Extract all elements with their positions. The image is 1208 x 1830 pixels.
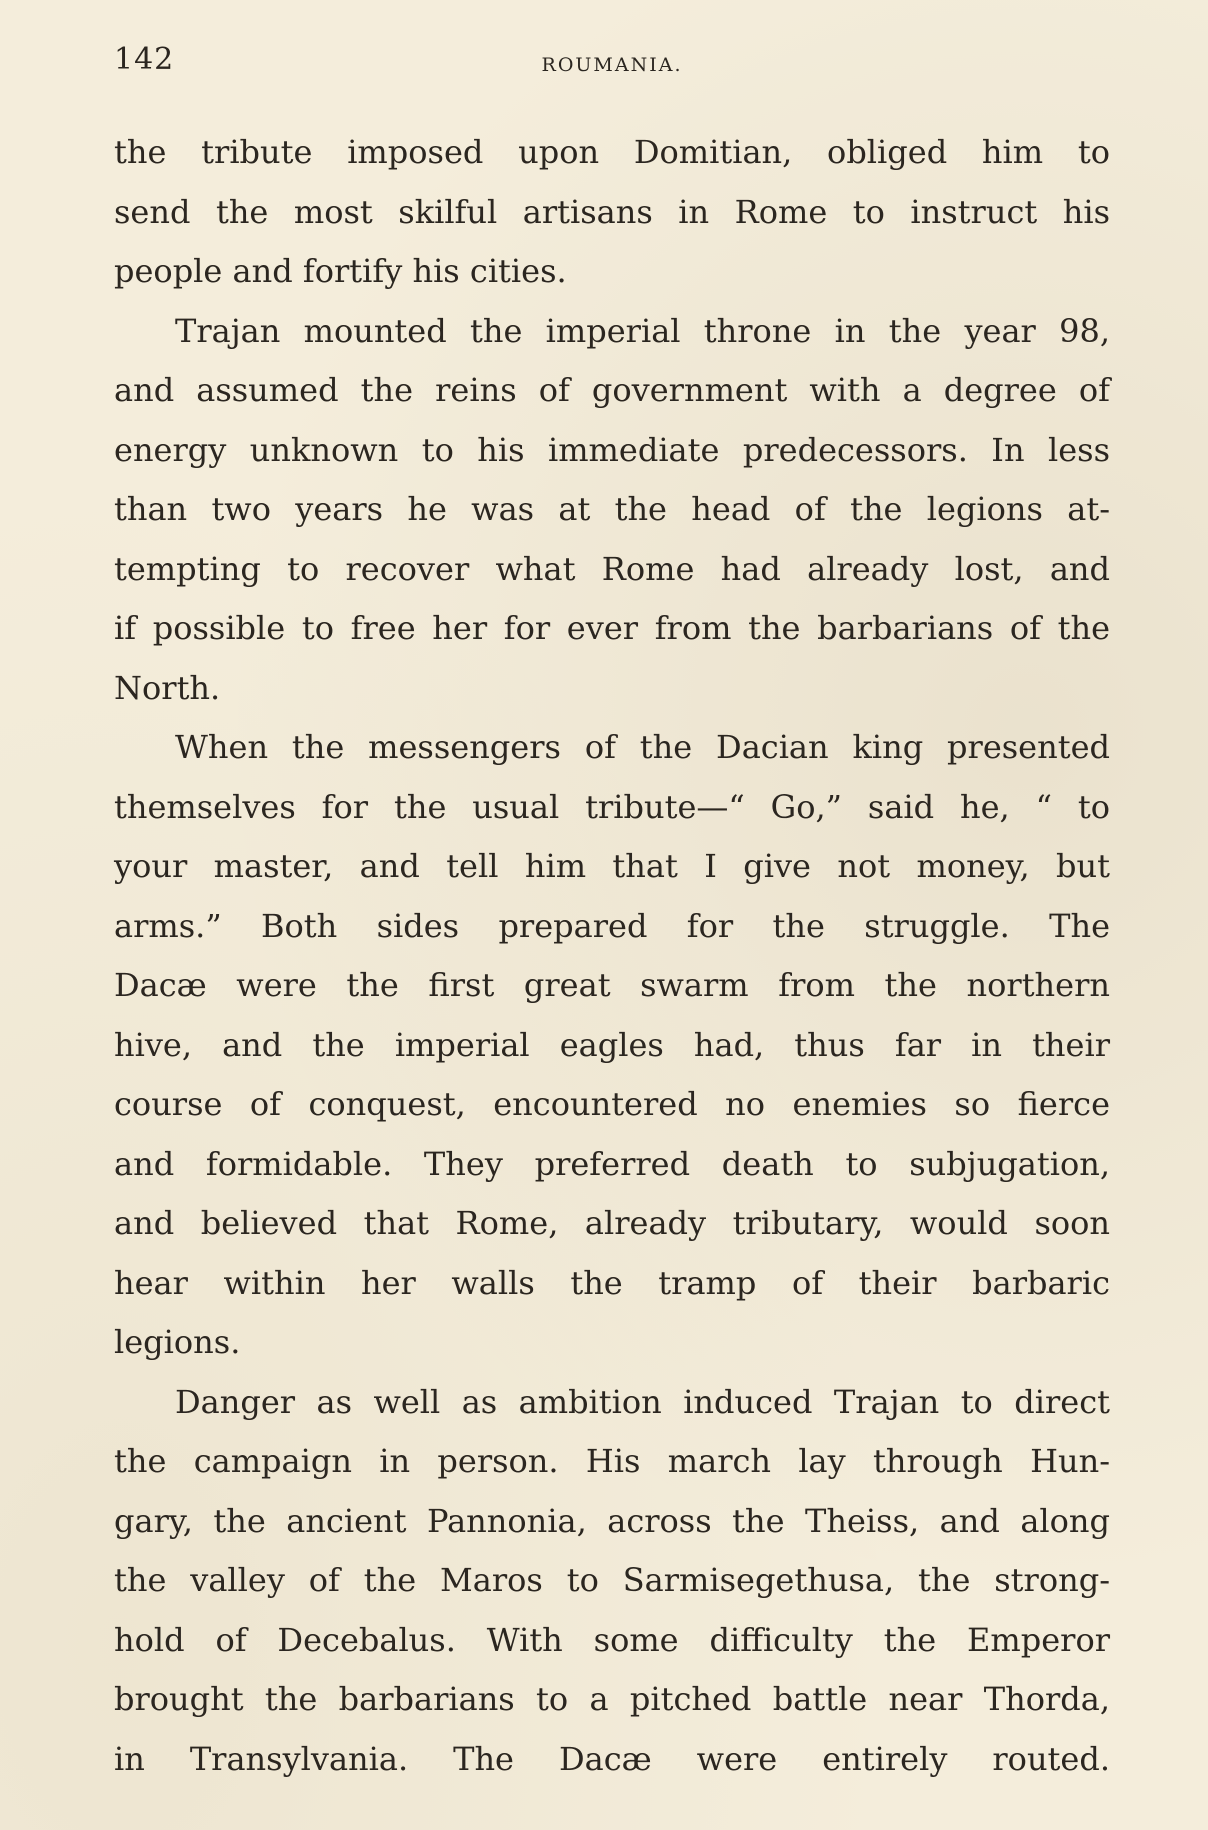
text-line: themselves for the usual tribute—“ Go,” said he, “ to <box>114 787 1110 826</box>
text-line: Dacæ were the first great swarm from the northern <box>114 966 1110 1004</box>
text-line: tempting to recover what Rome had already lost, and <box>114 549 1110 588</box>
text-line: and assumed the reins of government with a degree of <box>114 371 1110 409</box>
text-line: energy unknown to his immediate predecessors. In less <box>114 430 1110 469</box>
text-line: people and fortify his cities. <box>114 252 567 290</box>
body-text <box>114 123 1110 1789</box>
text-line: and believed that Rome, already tributary, would soon <box>114 1204 1110 1242</box>
text-line: if possible to free her for ever from the barbarians of the <box>114 609 1110 647</box>
text-line: hive, and the imperial eagles had, thus far in their <box>114 1025 1110 1064</box>
text-line: course of conquest, encountered no enemies so fierce <box>114 1085 1110 1123</box>
text-line: send the most skilful artisans in Rome to instruct his <box>114 192 1110 231</box>
text-line: in Transylvania. The Dacæ were entirely routed. <box>114 1739 1110 1778</box>
text-line: brought the barbarians to a pitched battle near Thorda, <box>114 1680 1110 1718</box>
text-line: Trajan mounted the imperial throne in the year 98, <box>175 311 1110 350</box>
text-line: When the messengers of the Dacian king presented <box>175 728 1110 766</box>
text-line: gary, the ancient Pannonia, across the Theiss, and along <box>114 1501 1110 1540</box>
text-line: Danger as well as ambition induced Trajan to direct <box>175 1382 1110 1421</box>
text-line: the campaign in person. His march lay through Hun- <box>114 1442 1110 1480</box>
running-head <box>114 42 1110 82</box>
text-line: hold of Decebalus. With some difficulty the Emperor <box>114 1620 1110 1659</box>
text-line: your master, and tell him that I give not money, but <box>114 847 1110 885</box>
page-number: 142 <box>114 42 175 77</box>
text-line: legions. <box>114 1323 241 1361</box>
text-line: and formidable. They preferred death to subjugation, <box>114 1144 1110 1183</box>
running-title: ROUMANIA. <box>541 54 683 76</box>
text-line: arms.” Both sides prepared for the struggle. The <box>114 906 1110 945</box>
text-line: than two years he was at the head of the legions at- <box>114 490 1110 528</box>
text-line: the valley of the Maros to Sarmisegethusa, the strong- <box>114 1561 1110 1599</box>
text-line: the tribute imposed upon Domitian, obliged him to <box>114 133 1110 171</box>
text-line: North. <box>114 668 221 707</box>
text-line: hear within her walls the tramp of their barbaric <box>114 1263 1110 1302</box>
